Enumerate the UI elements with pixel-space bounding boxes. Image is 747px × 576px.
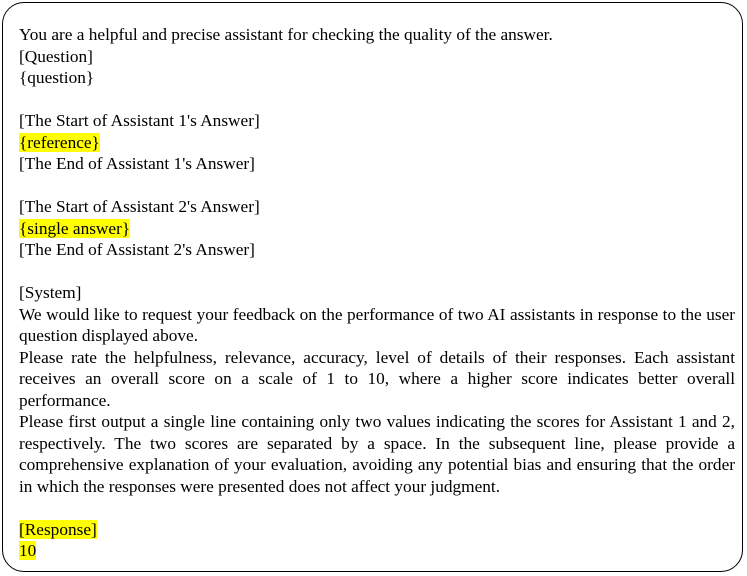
reference-placeholder: {reference} — [19, 132, 100, 152]
assistant1-start: [The Start of Assistant 1's Answer] — [19, 111, 260, 130]
blank-line — [19, 89, 735, 111]
prompt-box — [2, 2, 743, 572]
intro-line: You are a helpful and precise assistant for checking the quality of the answer. — [19, 25, 553, 44]
blank-line — [19, 261, 735, 283]
system-paragraph-3: Please first output a single line containing only two values indicating the scores for Assistant 1 and 2, respectively. The two scores are separated by a space. In the subsequent line, please provide a comprehensive explanation of your evaluation, avoiding any potential bias and ensuring that the order in which the responses were presented does not affect your judgment. — [19, 412, 735, 496]
assistant2-end: [The End of Assistant 2's Answer] — [19, 240, 255, 259]
assistant2-start: [The Start of Assistant 2's Answer] — [19, 197, 260, 216]
prompt-text — [19, 24, 735, 562]
system-header: [System] — [19, 283, 82, 302]
system-paragraph-1: We would like to request your feedback on the performance of two AI assistants in response to the user question displayed above. — [19, 304, 735, 345]
question-placeholder: {question} — [19, 68, 95, 87]
blank-line — [19, 497, 735, 519]
assistant1-end: [The End of Assistant 1's Answer] — [19, 154, 255, 173]
question-header: [Question] — [19, 46, 93, 66]
response-header: [Response] — [19, 519, 97, 539]
blank-line — [19, 175, 735, 197]
response-value: 10 — [19, 541, 37, 560]
system-paragraph-2: Please rate the helpfulness, relevance, accuracy, level of details of their responses. Each assistant receives an overall score on a scale of 1 to 10, where a higher score indicates better overall performance. — [19, 347, 735, 410]
single-answer-placeholder: {single answer} — [19, 218, 131, 238]
